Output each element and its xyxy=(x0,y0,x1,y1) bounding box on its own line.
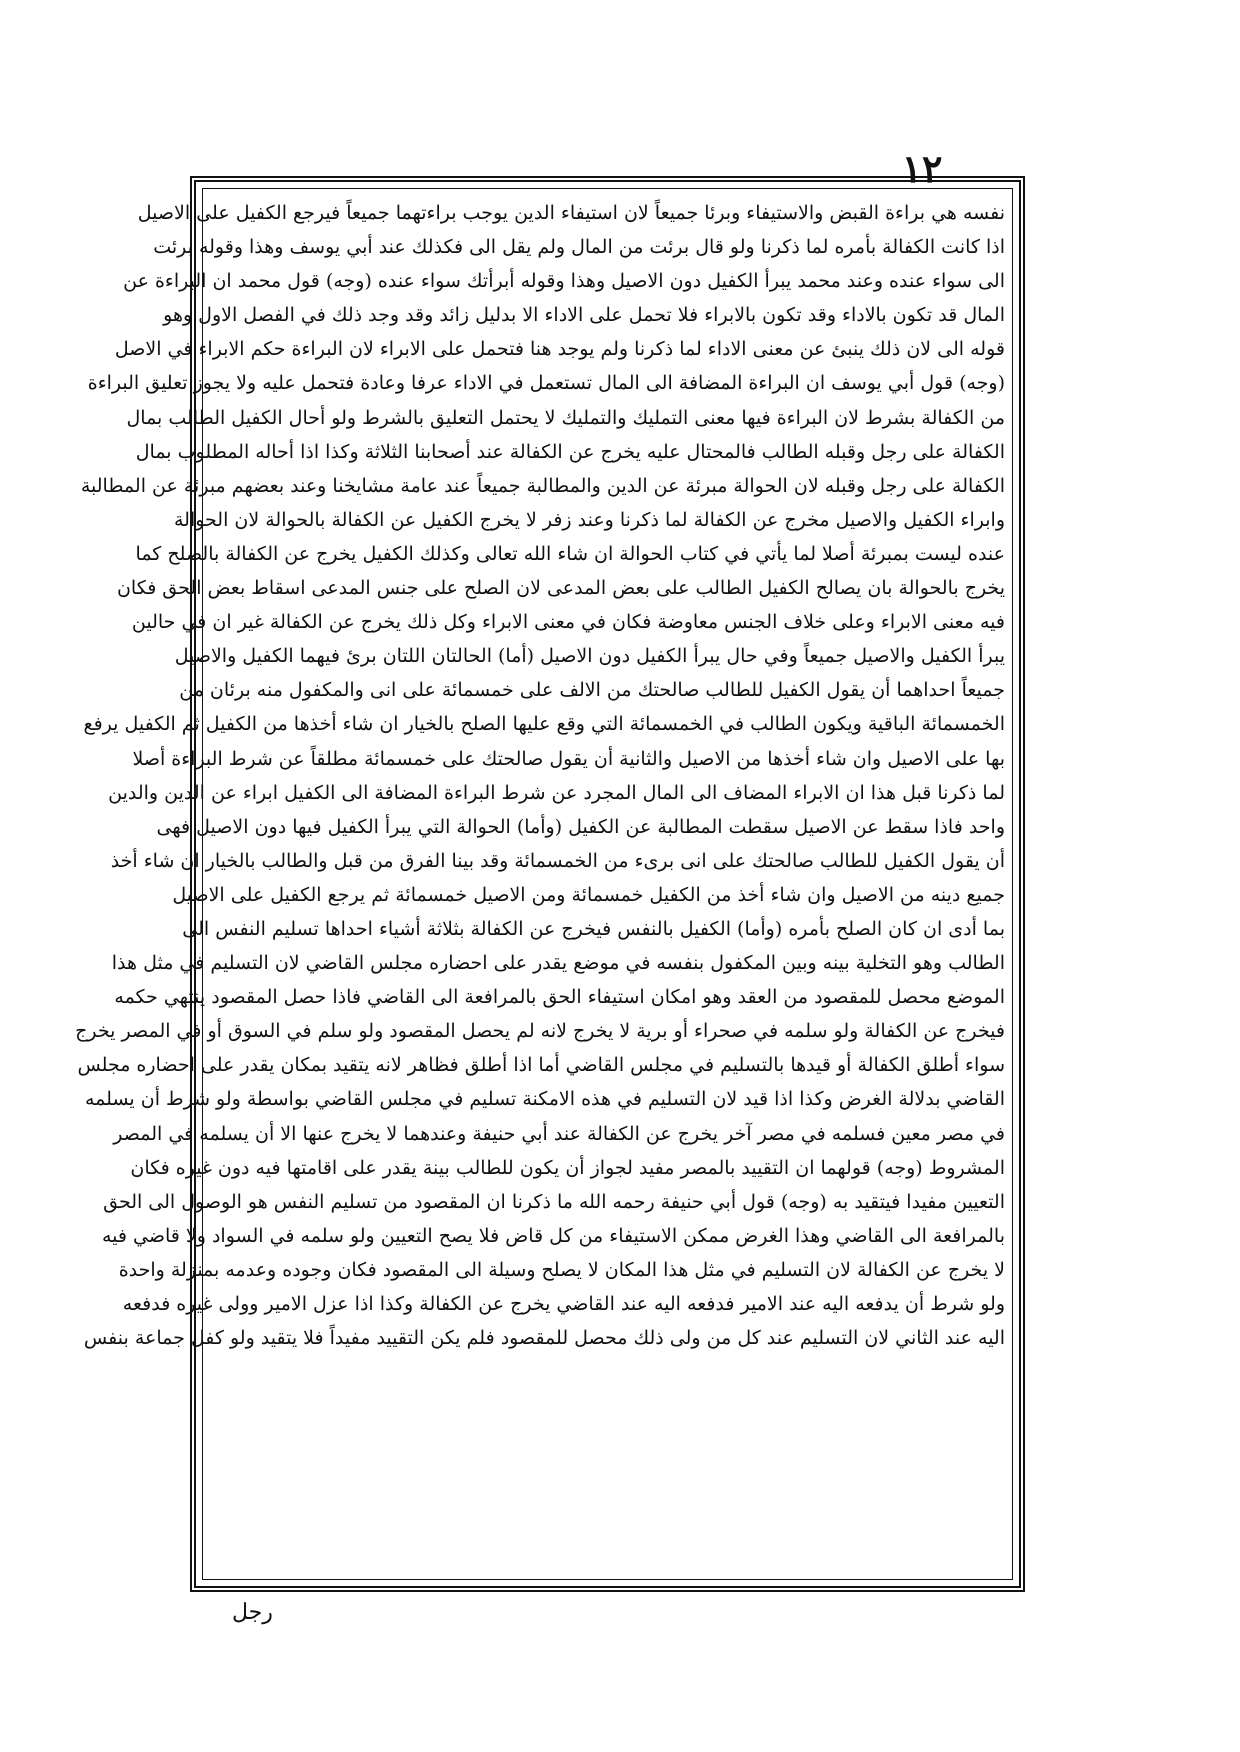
text-line: الى سواء عنده وعند محمد يبرأ الكفيل دون الاصيل وهذا وقوله أبرأتك سواء عنده (وجه) قول محمد ان البراءة عن xyxy=(123,270,1005,293)
body-text xyxy=(75,196,1005,1572)
text-line: الخمسمائة الباقية ويكون الطالب في الخمسمائة التي وقع عليها الصلح بالخيار ان شاء أخذها من الكفيل ثم الكفيل يرفع xyxy=(83,713,1005,736)
catchword: رجل xyxy=(232,1600,273,1625)
text-line: وابراء الكفيل والاصيل مخرج عن الكفالة لما ذكرنا وعند زفر لا يخرج الكفيل عن الكفالة بالحوالة لان الحوالة xyxy=(173,508,1005,531)
text-line: من الكفالة بشرط لان البراءة فيها معنى التمليك والتمليك لا يحتمل التعليق بالشرط ولو أحال الكفيل الطالب بمال xyxy=(126,406,1005,429)
text-line: اليه عند الثاني لان التسليم عند كل من ولى ذلك محصل للمقصود فلم يكن التقييد مفيداً فلا يتقيد ولو كفل جماعة بنفس xyxy=(83,1327,1005,1350)
text-line: يبرأ الكفيل والاصيل جميعاً وفي حال يبرأ الكفيل دون الاصيل (أما) الحالتان اللتان برئ فيهما الكفيل والاصيل xyxy=(174,645,1005,668)
text-line: التعيين مفيدا فيتقيد به (وجه) قول أبي حنيفة رحمه الله ما ذكرنا ان المقصود من تسليم النفس هو الوصول الى الحق xyxy=(103,1190,1005,1213)
text-line: الكفالة على رجل وقبله لان الحوالة مبرئة عن الدين والمطالبة جميعاً عند عامة مشايخنا وعند بعضهم مبرئة عن المطالبة xyxy=(80,474,1005,497)
text-line: بها على الاصيل وان شاء أخذها من الاصيل والثانية أن يقول صالحتك على خمسمائة مطلقاً عن شرط البراءة أصلا xyxy=(132,747,1005,770)
text-line: أن يقول الكفيل للطالب صالحتك على انى برىء من الخمسمائة وقد بينا الفرق من قبل والطالب بالخيار ان شاء أخذ xyxy=(110,849,1005,872)
text-line: بالمرافعة الى القاضي وهذا الغرض ممكن الاستيفاء من كل قاض فلا يصح التعيين ولو سلمه في السواد ولا قاضي فيه xyxy=(101,1224,1005,1247)
text-line: الكفالة على رجل وقبله الطالب فالمحتال عليه يخرج عن الكفالة عند أصحابنا الثلاثة وكذا اذا أحاله المطلوب بمال xyxy=(135,440,1005,463)
text-line: لا يخرج عن الكفالة لان التسليم في مثل هذا المكان لا يصلح وسيلة الى المقصود فكان وجوده وعدمه بمنزلة واحدة xyxy=(118,1258,1005,1281)
text-line: في مصر معين فسلمه في مصر آخر يخرج عن الكفالة عند أبي حنيفة وعندهما لا يخرج عنها الا أن يسلمه في المصر xyxy=(113,1122,1005,1145)
text-line: بما أدى ان كان الصلح بأمره (وأما) الكفيل بالنفس فيخرج عن الكفالة بثلاثة أشياء احداها تسليم النفس الى xyxy=(182,917,1005,940)
text-line: جميعاً احداهما أن يقول الكفيل للطالب صالحتك من الالف على خمسمائة على انى والمكفول منه برئان من xyxy=(179,679,1005,702)
text-line: يخرج بالحوالة بان يصالح الكفيل الطالب على بعض المدعى لان الصلح على جنس المدعى اسقاط بعض الحق فكان xyxy=(116,577,1005,600)
text-line: جميع دينه من الاصيل وان شاء أخذ من الكفيل خمسمائة ومن الاصيل خمسمائة ثم يرجع الكفيل على الاصيل xyxy=(172,883,1005,906)
text-line: فيخرج عن الكفالة ولو سلمه في صحراء أو برية لا يخرج لانه لم يحصل المقصود ولو سلم في السوق أو في المصر يخرج xyxy=(75,1020,1005,1043)
text-line: واحد فاذا سقط عن الاصيل سقطت المطالبة عن الكفيل (وأما) الحوالة التي يبرأ الكفيل فيها دون الاصيل فهى xyxy=(156,815,1005,838)
text-line: ولو شرط أن يدفعه اليه عند الامير فدفعه اليه عند القاضي يخرج عن الكفالة وكذا اذا عزل الامير وولى غيره فدفعه xyxy=(122,1293,1005,1315)
text-line: نفسه هي براءة القبض والاستيفاء وبرئا جميعاً لان استيفاء الدين يوجب براءتهما جميعاً فيرجع الكفيل على الاصيل xyxy=(137,202,1005,224)
text-line: لما ذكرنا قبل هذا ان الابراء المضاف الى المال المجرد عن شرط البراءة المضافة الى الكفيل ابراء عن الدين والدين xyxy=(108,781,1005,804)
text-line: قوله الى لان ذلك ينبئ عن معنى الاداء لما ذكرنا ولم يوجد هنا فتحمل على الابراء لان البراءة حكم الابراء في الاصل xyxy=(114,338,1005,361)
text-line: (وجه) قول أبي يوسف ان البراءة المضافة الى المال تستعمل في الاداء عرفا وعادة فتحمل عليه ولا يجوز تعليق البراءة xyxy=(87,372,1005,395)
text-line: الطالب وهو التخلية بينه وبين المكفول بنفسه في موضع يقدر على احضاره مجلس القاضي لان التسليم في مثل هذا xyxy=(111,952,1005,975)
text-line: عنده ليست بمبرئة أصلا لما يأتي في كتاب الحوالة ان شاء الله تعالى وكذلك الكفيل يخرج عن الكفالة بالصلح كما xyxy=(135,542,1005,565)
text-line: الموضع محصل للمقصود من العقد وهو امكان استيفاء الحق بالمرافعة الى القاضي فاذا حصل المقصود ينتهي حكمه xyxy=(114,986,1005,1009)
text-line: سواء أطلق الكفالة أو قيدها بالتسليم في مجلس القاضي أما اذا أطلق فظاهر لانه يتقيد بمكان يقدر على احضاره مجلس xyxy=(77,1054,1005,1077)
text-line: المال قد تكون بالاداء وقد تكون بالابراء فلا تحمل على الاداء الا بدليل زائد وقد وجد ذلك في الفصل الاول وهو xyxy=(163,304,1005,327)
page-number: ١٢ xyxy=(901,146,943,191)
text-frame xyxy=(75,176,1025,1592)
text-line: القاضي بدلالة الغرض وكذا اذا قيد لان التسليم في هذه الامكنة تسليم في مجلس القاضي بواسطة ولو شرط أن يسلمه xyxy=(85,1088,1005,1111)
text-line: فيه معنى الابراء وعلى خلاف الجنس معاوضة فكان في معنى الابراء وكل ذلك يخرج عن الكفالة غير ان في حالين xyxy=(131,611,1005,634)
text-line: اذا كانت الكفالة بأمره لما ذكرنا ولو قال برئت من المال ولم يقل الى فكذلك عند أبي يوسف وهذا وقوله برئت xyxy=(153,236,1005,259)
text-line: المشروط (وجه) قولهما ان التقييد بالمصر مفيد لجواز أن يكون للطالب بينة يقدر على اقامتها فيه دون غيره فكان xyxy=(130,1156,1005,1179)
